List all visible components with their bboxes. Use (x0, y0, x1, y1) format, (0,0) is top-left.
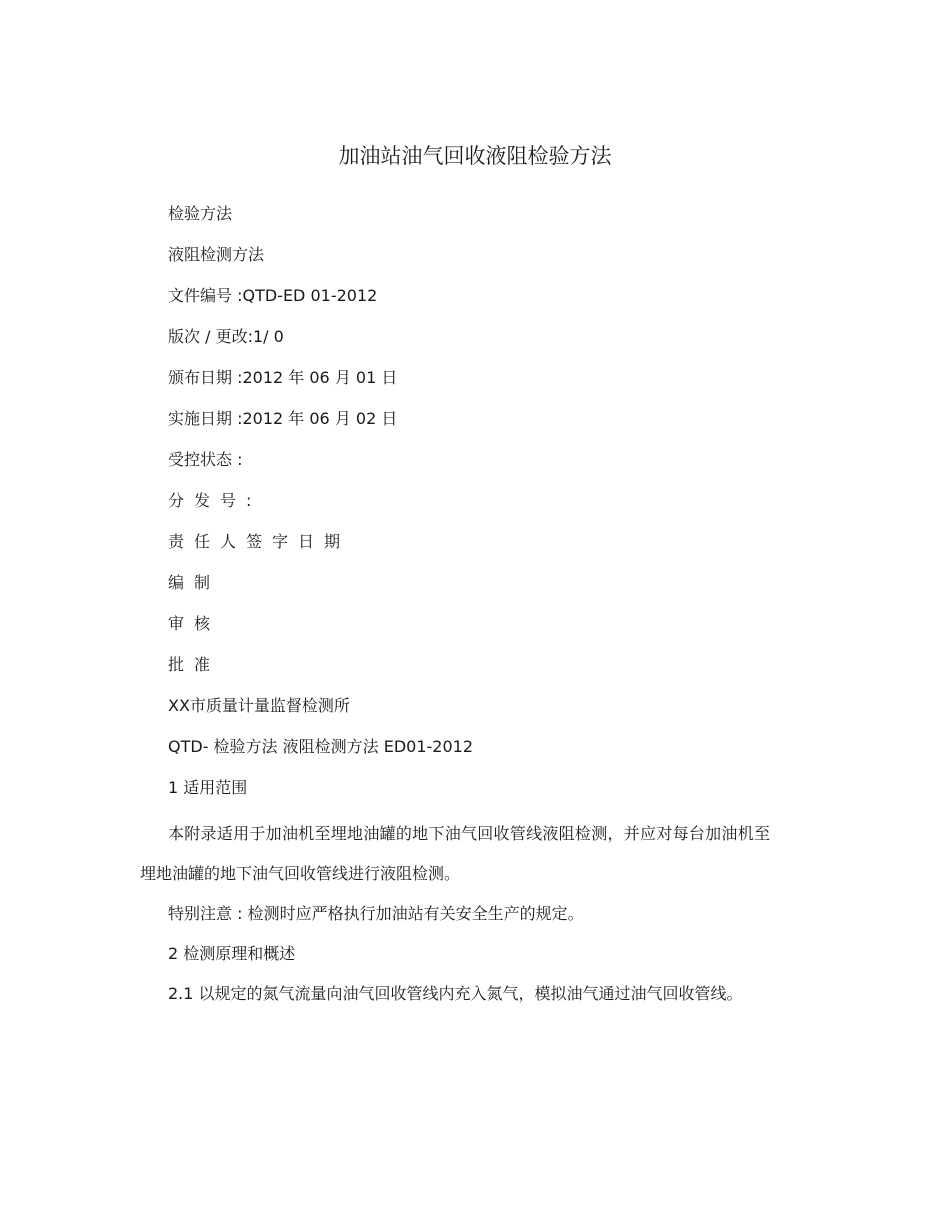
paragraph-principle-2-1: 2.1 以规定的氮气流量向油气回收管线内充入氮气，模拟油气通过油气回收管线。 (168, 984, 743, 1003)
meta-line-responsibility-header: 责任人签字日期 (168, 532, 351, 551)
meta-line-file-number: 文件编号 :QTD-ED 01-2012 (168, 286, 378, 305)
meta-line-organization: XX市质量计量监督检测所 (168, 696, 350, 715)
meta-line-approved: 批准 (168, 655, 221, 674)
meta-line-reviewed: 审核 (168, 614, 221, 633)
document-meta-block (168, 202, 808, 817)
meta-line-method: 检验方法 (168, 204, 233, 223)
paragraph-safety-note: 特别注意 : 检测时应严格执行加油站有关安全生产的规定。 (168, 904, 584, 923)
section-heading-scope: 1 适用范围 (168, 778, 248, 797)
meta-line-method-name: 液阻检测方法 (168, 245, 265, 264)
meta-line-distribution-number: 分发号: (168, 491, 262, 510)
meta-line-document-code: QTD- 检验方法 液阻检测方法 ED01-2012 (168, 737, 474, 756)
meta-line-revision: 版次 / 更改:1/ 0 (168, 327, 284, 346)
meta-line-control-status: 受控状态 : (168, 450, 243, 469)
section-heading-principle: 2 检测原理和概述 (168, 944, 296, 963)
meta-line-prepared: 编制 (168, 573, 221, 592)
paragraph-scope: 本附录适用于加油机至埋地油罐的地下油气回收管线液阻检测，并应对每台加油机至埋地油罐的地下油气回收管线进行液阻检测。 (140, 824, 770, 883)
document-body (140, 814, 770, 1014)
meta-line-effective-date: 实施日期 :2012 年 06 月 02 日 (168, 409, 398, 428)
meta-line-issue-date: 颁布日期 :2012 年 06 月 01 日 (168, 368, 398, 387)
document-title: 加油站油气回收液阻检验方法 (338, 144, 612, 168)
